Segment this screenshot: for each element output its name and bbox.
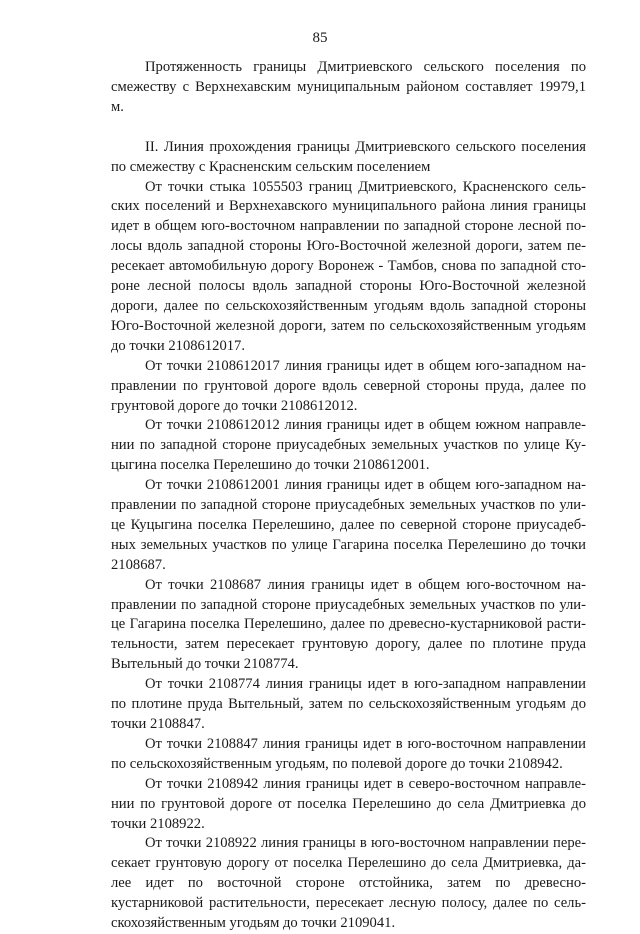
section-heading: II. Линия прохождения границы Дмитриевского сельского поселения по смежеству с Красненским сельским поселением — [111, 138, 586, 175]
boundary-paragraph: От точки 2108774 линия границы идет в юго-западном направлении по плотине пруда Вытельный, затем по сельскохозяйственным угодьям до точки 2108847. — [111, 676, 586, 732]
document-body — [111, 58, 586, 934]
boundary-paragraph: От точки 2108612001 линия границы идет в общем юго-западном направлении по западной стороне приусадебных земельных участков по улице Куцыгина поселка Перелешино, далее по северной стороне приусадебных земельных участков по улице Гагарина поселка Перелешино до точки 2108687. — [111, 477, 586, 573]
boundary-paragraph: От точки 2108687 линия границы идет в общем юго-восточном направлении по западной стороне приусадебных земельных участков по улице Гагарина поселка Перелешино, далее по древесно-кустарниковой растительности, затем пересекает грунтовую дорогу, далее по плотине пруда Вытельный до точки 2108774. — [111, 576, 586, 673]
boundary-paragraph: От точки стыка 1055503 границ Дмитриевского, Красненского сельских поселений и Верхнехавского муниципального района линия границы идет в общем юго-восточном направлении по западной стороне лесной полосы вдоль западной стороны Юго-Восточной железной дороги, затем пересекает автомобильную дорогу Воронеж - Тамбов, снова по западной стороне лесной полосы вдоль западной стороны Юго-Восточной железной дороги, далее по сельскохозяйственным угодьям вдоль западной стороны Юго-Восточной железной дороги, затем по сельскохозяйственным угодьям до точки 2108612017. — [111, 178, 586, 354]
boundary-paragraph: От точки 2108942 линия границы идет в северо-восточном направлении по грунтовой дороге от поселка Перелешино до села Дмитриевка до точки 2108922. — [111, 775, 586, 832]
intro-paragraph: Протяженность границы Дмитриевского сельского поселения по смежеству с Верхнехавским муниципальным районом составляет 19979,1 м. — [111, 59, 586, 115]
boundary-paragraph: От точки 2108612017 линия границы идет в общем юго-западном направлении по грунтовой дороге вдоль северной стороны пруда, далее по грунтовой дороге до точки 2108612012. — [111, 357, 586, 414]
boundary-paragraph: От точки 2108847 линия границы идет в юго-восточном направлении по сельскохозяйственным угодьям, по полевой дороге до точки 2108942. — [111, 735, 586, 772]
boundary-paragraph: От точки 2108922 линия границы в юго-восточном направлении пересекает грунтовую дорогу от поселка Перелешино до села Дмитриевка, далее идет по восточной стороне отстойника, затем по древесно-кустарниковой растительности, пересекает лесную полосу, далее по сельскохозяйственным угодьям до точки 2109041. — [111, 835, 586, 932]
page-number: 85 — [312, 30, 328, 46]
boundary-paragraph: От точки 2108612012 линия границы идет в общем южном направлении по западной стороне приусадебных земельных участков по улице Куцыгина поселка Перелешино до точки 2108612001. — [111, 417, 586, 474]
